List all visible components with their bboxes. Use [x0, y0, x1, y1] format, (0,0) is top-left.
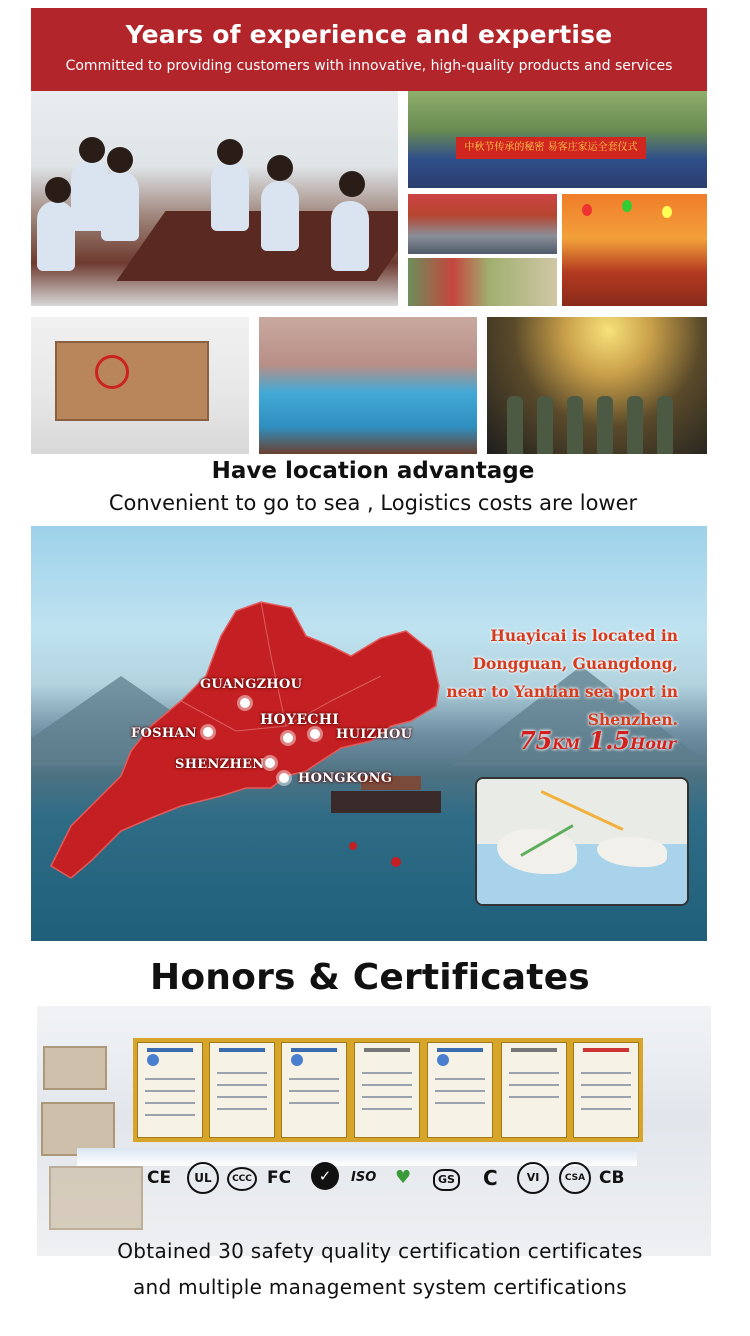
red-banner: 中秋节传承的秘密 易客庄家运全套仪式: [456, 137, 646, 159]
award-plaque: [49, 1166, 143, 1230]
fcc-mark-icon: FC: [267, 1168, 292, 1188]
city-label-huizhou: HUIZHOU: [336, 727, 413, 742]
location-map: [31, 526, 707, 941]
celebration-party-photo: [562, 194, 707, 306]
meeting-room-photo: [31, 91, 398, 306]
certificate-frame: [569, 1038, 643, 1142]
ce-mark-icon: CE: [147, 1168, 172, 1188]
cqc-leaf-icon: ♥: [395, 1167, 412, 1188]
hoyechi-marker-icon: [283, 733, 293, 743]
person-head: [339, 171, 365, 197]
distance-time: 1.5: [588, 726, 631, 755]
certificate-frame: [133, 1038, 207, 1142]
team-group-photo: [408, 91, 707, 188]
person-head: [79, 137, 105, 163]
honors-title: Honors & Certificates: [150, 957, 590, 998]
note-line: Dongguan, Guangdong,: [472, 654, 678, 673]
city-label-hoyechi: HOYECHI: [260, 712, 340, 728]
minimap-route: [541, 790, 624, 831]
certificate-frame: [277, 1038, 351, 1142]
banner-subtitle: Committed to providing customers with innovative, high-quality products and services: [65, 58, 673, 74]
city-label-hongkong: HONGKONG: [298, 771, 393, 786]
certification-logos: [143, 1162, 643, 1196]
ul-mark-icon: UL: [187, 1162, 219, 1194]
person-head: [45, 177, 71, 203]
huizhou-marker-icon: [310, 729, 320, 739]
guangzhou-marker-icon: [240, 698, 250, 708]
person-figure: [211, 161, 249, 231]
experience-banner: [31, 8, 707, 91]
company-front-desk-photo: [31, 317, 249, 454]
person-figure: [261, 181, 299, 251]
worker-figure: [597, 396, 613, 454]
hongkong-marker-icon: [279, 773, 289, 783]
city-label-shenzhen: SHENZHEN: [175, 757, 265, 772]
person-head: [107, 147, 133, 173]
location-title: Have location advantage: [211, 458, 535, 484]
banner-title: Years of experience and expertise: [125, 20, 613, 49]
worker-figure: [657, 396, 673, 454]
checkmark-logo-icon: ✓: [311, 1162, 339, 1190]
honors-desc-line-1: Obtained 30 safety quality certification certificates: [117, 1239, 643, 1263]
person-figure: [101, 171, 139, 241]
distance-time-unit: Hour: [630, 734, 676, 753]
certificate-frame: [205, 1038, 279, 1142]
foshan-marker-icon: [203, 727, 213, 737]
person-head: [217, 139, 243, 165]
route-minimap: [475, 777, 689, 906]
honors-desc-line-2: and multiple management system certifications: [132, 1275, 627, 1299]
distance-info: [519, 726, 676, 755]
person-figure: [37, 201, 75, 271]
c-tick-mark-icon: C: [483, 1166, 498, 1190]
location-subtitle: Convenient to go to sea , Logistics costs are lower: [108, 491, 638, 515]
certificate-frame: [423, 1038, 497, 1142]
iso-mark-icon: ISO: [351, 1170, 377, 1185]
person-head: [267, 155, 293, 181]
note-line: Shenzhen.: [587, 710, 678, 729]
shenzhen-marker-icon: [265, 758, 275, 768]
distance-km: 75: [518, 726, 553, 755]
vi-mark-icon: VI: [517, 1162, 549, 1194]
certificate-frame: [497, 1038, 571, 1142]
worker-figure: [627, 396, 643, 454]
ccc-mark-icon: CCC: [227, 1167, 257, 1191]
gs-mark-icon: GS: [433, 1169, 460, 1191]
award-plaque: [43, 1046, 107, 1090]
honors-description: [0, 1233, 750, 1305]
note-line: near to Yantian sea port in: [446, 682, 678, 701]
certificates-wall: [37, 1006, 711, 1256]
company-logo-icon: [95, 355, 129, 389]
worker-figure: [567, 396, 583, 454]
note-line: Huayicai is located in: [490, 626, 678, 645]
worker-figure: [537, 396, 553, 454]
city-label-foshan: FOSHAN: [131, 726, 197, 741]
location-note: [428, 622, 678, 734]
balloon: [662, 206, 672, 218]
company-logo-wall: [55, 341, 209, 421]
csa-mark-icon: CSA: [559, 1162, 591, 1194]
person-figure: [331, 201, 369, 271]
worker-figure: [507, 396, 523, 454]
distance-km-unit: KM: [552, 737, 581, 753]
exhibition-photo: [408, 194, 557, 254]
certificate-frame: [350, 1038, 424, 1142]
city-label-guangzhou: GUANGZHOU: [200, 677, 303, 692]
team-blue-shirts-photo: [259, 317, 477, 454]
balloon: [582, 204, 592, 216]
night-project-photo: [487, 317, 707, 454]
cb-mark-icon: CB: [599, 1168, 625, 1188]
lion-dance-photo: [408, 258, 557, 306]
balloon: [622, 200, 632, 212]
